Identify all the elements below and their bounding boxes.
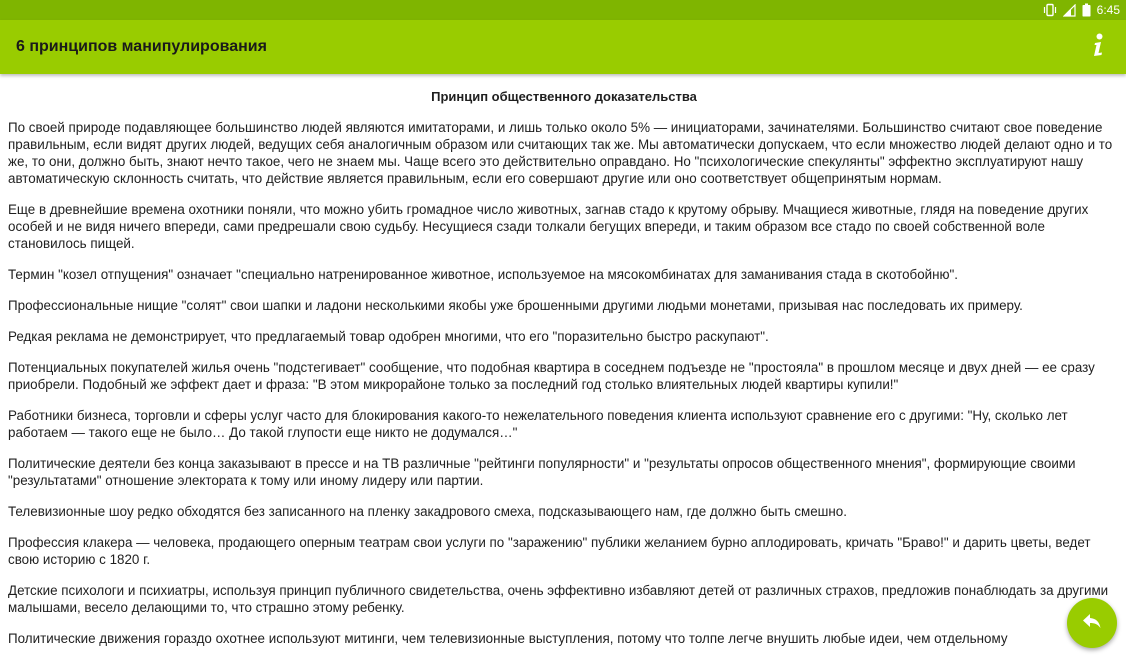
article-paragraph: Работники бизнеса, торговли и сферы услуг часто для блокирования какого-то нежелательного поведения клиента используют сравнение его с другими: "Ну, сколько лет работаем — такого еще не было… До такой глупости еще никто не додумался…" (8, 408, 1068, 440)
vibrate-icon (1043, 3, 1057, 17)
article-paragraph: Термин "козел отпущения" означает "специально натренированное животное, используемое на мясокомбинатах для заманивания стада в скотобойню". (8, 267, 959, 282)
article-paragraph: Еще в древнейшие времена охотники поняли, что можно убить громадное число животных, загнав стадо к крутому обрыву. Мчащиеся животные, глядя на поведение других особей и не видя ничего впереди, сами предрешали свою судьбу. Несущиеся сзади толкали бегущих впереди, и таким образом все стадо по своей собственной воле становилось пищей. (8, 202, 1089, 251)
app-title: 6 принципов манипулирования (16, 38, 267, 55)
article-paragraph: Профессия клакера — человека, продающего оперным театрам свои услуги по "заражению" публики желанием бурно аплодировать, кричать "Браво!" и дарить цветы, ведет свою историю с 1820 г. (8, 535, 1091, 567)
article-paragraph: Детские психологи и психиатры, используя принцип публичного свидетельства, очень эффективно избавляют детей от различных страхов, предложив понаблюдать за другими малышами, весело делающими то, что страшно этому ребенку. (8, 583, 1109, 615)
info-icon (1091, 33, 1105, 62)
status-time: 6:45 (1096, 3, 1120, 17)
info-button[interactable] (1084, 33, 1112, 61)
signal-icon (1063, 4, 1076, 17)
reply-icon (1082, 613, 1102, 634)
article-paragraph: Политические движения гораздо охотнее используют митинги, чем телевизионные выступления, потому что толпе легче внушить любые идеи, чем отдельному (8, 631, 1008, 646)
article-paragraph: Редкая реклама не демонстрирует, что предлагаемый товар одобрен многими, что его "поразительно быстро раскупают". (8, 329, 769, 344)
battery-icon (1082, 3, 1091, 17)
article-paragraph: Телевизионные шоу редко обходятся без записанного на пленку закадрового смеха, подсказывающего нам, где должно быть смешно. (8, 504, 847, 519)
article-paragraph: Политические деятели без конца заказывают в прессе и на ТВ различные "рейтинги популярности" и "результаты опросов общественного мнения", формирующие своими "результатами" отношение электората к тому или иному лидеру или партии. (8, 456, 1076, 488)
article-paragraph: Потенциальных покупателей жилья очень "подстегивает" сообщение, что подобная квартира в соседнем подъезде не "простояла" в прошлом месяце и двух дней — ее сразу приобрели. Подобный же эффект дает и фраза: "В этом микрорайоне только за последний год столько влиятельных людей квартиры купили!" (8, 360, 1095, 392)
article-paragraph: Профессиональные нищие "солят" свои шапки и ладони несколькими якобы уже брошенными другими людьми монетами, призывая нас последовать их примеру. (8, 298, 1023, 313)
article-paragraph: По своей природе подавляющее большинство людей являются имитаторами, и лишь только около 5% — инициаторами, зачинателями. Большинство считают свое поведение правильным, если видят других людей, ведущих себя аналогичным образом или считающих так же. Мы автоматически допускаем, что если множество людей делают одно и то же, то они, должно быть, знают нечто такое, чего не знаем мы. Чаще всего это действительно оправдано. Но "психологические спекулянты" эффектно эксплуатируют нашу автоматическую склонность считать, что действие является правильным, если его совершают другие или оно соответствует общепринятым нормам. (8, 120, 1113, 186)
article-heading: Принцип общественного доказательства (431, 89, 697, 104)
status-bar (0, 0, 1126, 20)
status-icons (1043, 2, 1120, 18)
share-fab-button[interactable] (1067, 598, 1117, 648)
app-bar (0, 20, 1126, 74)
article-content[interactable] (8, 74, 1120, 656)
